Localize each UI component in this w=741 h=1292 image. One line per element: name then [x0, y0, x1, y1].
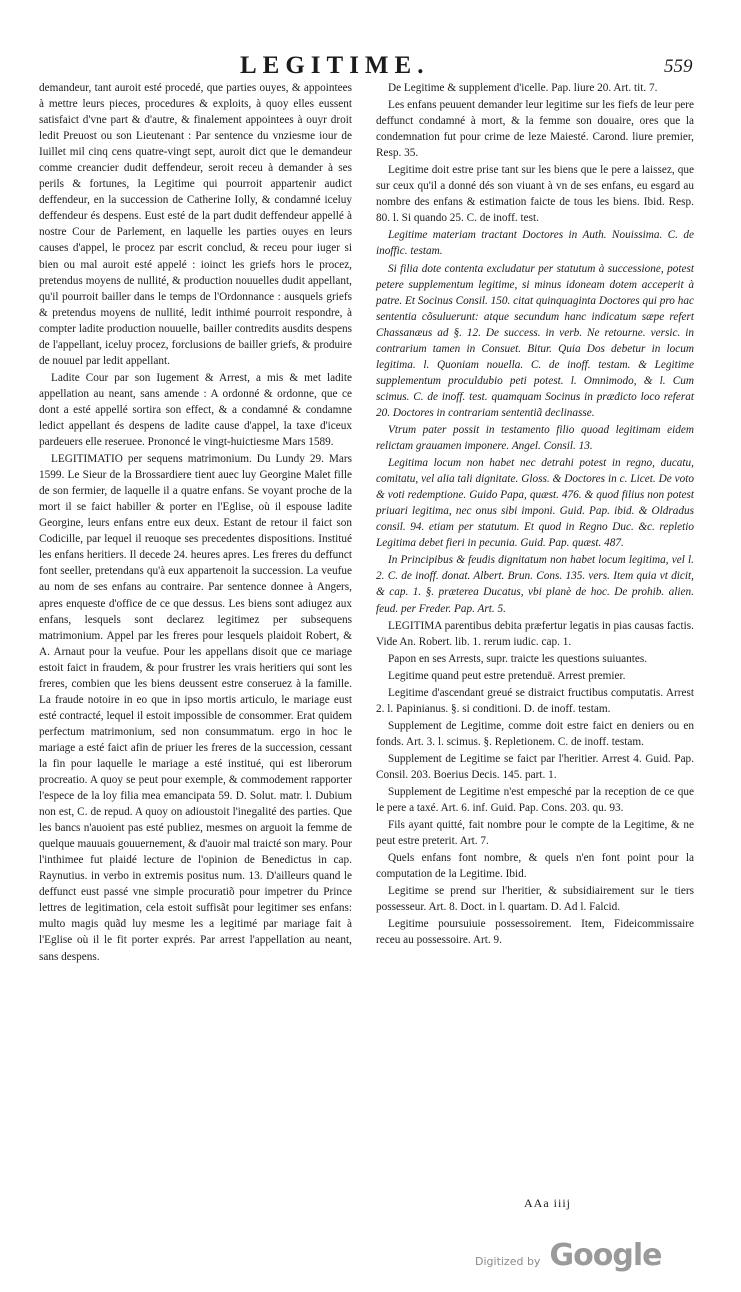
paragraph: Papon en ses Arrests, supr. traicte les questions suiuantes. [388, 652, 648, 665]
paragraph: Supplement de Legitime se faict par l'heritier. Arrest 4. Guid. Pap. Consil. 203. Boerius Decis. 145. part. 1. [376, 752, 694, 781]
paragraph: Vtrum pater possit in testamento filio quoad legitimam eidem relictam grauamen imponere. Angel. Consil. 13. [376, 423, 694, 453]
paragraph: Les enfans peuuent demander leur legitime sur les fiefs de leur pere deffunct condamné à mort, & la femme son douaire, ores que la condemnation fut pour crime de leze Maiesté. Carond. liure premier, Resp. 35. [376, 99, 694, 160]
left-column [39, 80, 352, 966]
paragraph: LEGITIMA parentibus debita præfertur legatis in pias causas factis. Vide An. Robert. lib. 1. rerum iudic. cap. 1. [376, 619, 694, 648]
digitized-by-google-watermark [475, 1238, 662, 1273]
paragraph: Supplement de Legitime n'est empesché par la reception de ce que le pere a taxé. Art. 6. inf. Guid. Pap. Cons. 203. qu. 93. [376, 786, 694, 815]
running-head: LEGITIME. [240, 52, 430, 79]
paragraph: Si filia dote contenta excludatur per statutum à successione, potest petere supplementum legitime, si minus idoneam dotem acceperit à patre. Et Socinus Consil. 150. citat quinquaginta Doctores qui pro hac sententia cõsuluerunt: atque secundum hanc indicatum sæpe refert Chassanæus ad §. 12. De success. in verb. Ne retourne. versic. in contrarium tamen in Consuet. Bitur. Quia Dos debetur in locum legitima. l. Quoniam nouella. C. de inoff. testam. & Legitime supplementum proculdubio peti potest. l. Omnimodo, & l. Cum scimus. C. de inoff. test. quamquam Socinus in prædicto loco referat 20. Doctores in contrariam sententiã declinasse. [376, 262, 694, 419]
signature-mark: AAa iiij [524, 1196, 571, 1210]
google-logo: Google [549, 1238, 662, 1273]
paragraph: Legitime quand peut estre pretenduë. Arrest premier. [388, 669, 626, 682]
right-column [376, 80, 694, 949]
paragraph: Legitima locum non habet nec detrahi potest in regno, ducatu, comitatu, vel alia tali dignitate. Gloss. & Doctores in c. Licet. De voto & voti redemptione. Guido Papa, quæst. 476. & quod filius non potest priuari legitima, nec onus sibi imponi. Guid. Pap. ibid. & Oldradus consil. 94. etiam per statutum. Et quod in Regno Duc. &c. repletio Legitima debet fieri in pecunia. Guid. Pap. quæst. 487. [376, 457, 694, 550]
paragraph: LEGITIMATIO per sequens matrimonium. Du Lundy 29. Mars 1599. Le Sieur de la Brossardiere tient auec luy Georgine Malet fille de son fermier, de laquelle il a quatre enfans. Se voyant proche de la mort il se faict habiller & porter en l'Eglise, où il espouse ladite Georgine, leurs enfans entre eux deux. Estant de retour il faict son Codicille, par lequel il reuoque ses precedentes dispositions. Institué les enfans heritiers. Il decede 24. heures apres. Les freres du deffunct font seeller, pretendans qu'à eux appartenoit la succession. La veufue au nom de ses enfans au contraire. Par sentence donnee à Angers, apres enqueste d'office de ce que dessus. Les biens sont adiugez aux enfans, lesquels sont declarez legitimez per subsequens matrimonium. Appel par les freres pour lesquels plaidoit Robert, & A. Arnaut pour la veufue. Pour les appellans disoit que ce mariage estoit faict in fraudem, & pour frustrer les vrais heritiers qui sont les freres, combien que les biens deussent estre conseruez à la famille. La fraude notoire in eo que in ipso mortis articulo, le mariage eust esté contracté, lequel il estoit impossible de consommer. Erat quidem perfectum matrimonium, sed non consummatum. ergo in hoc le mariage a esté faict afin de priuer les freres de la succession, cessant la fin pour laquelle le mariage a esté institué, qui est liberorum procreatio. A quoy se peut pour exemple, & commodement rapporter l'espece de la loy filia mea emancipata 59. D. Solut. matr. l. Dubium non est, C. de repud. A quoy on adioustoit l'inegalité des parties. Que les bancs n'auoient pas esté publiez, mesmes on arguoit la femme de quelque mauuais gouuernement, & d'auoir mal traicté son mary. Pour l'inthimee fut plaidé lecture de l'opinion de Benedictus in cap. Raynutius. in verbo in extremis positus num. 13. D'ailleurs quand le deffunct eust passé vne simple procuratiõ pour impetrer du Prince lettres de legitimation, cela estoit suffisãt pour legitimer ses enfans: multo magis quãd luy mesme les a legitimé par mariage fait à l'Eglise où il le fit porter exprés. Par arrest l'appellation au neant, sans despens. [39, 453, 352, 963]
paragraph: Supplement de Legitime, comme doit estre faict en deniers ou en fonds. Art. 3. l. scimus. §. Repletionem. C. de inoff. testam. [376, 719, 694, 748]
paragraph: De Legitime & supplement d'icelle. Pap. liure 20. Art. tit. 7. [388, 82, 658, 94]
paragraph: Legitime poursuiuie possessoirement. Item, Fideicommissaire receu au possessoire. Art. 9. [376, 918, 694, 947]
paragraph: Fils ayant quitté, fait nombre pour le compte de la Legitime, & ne peut estre preterit. Art. 7. [376, 819, 694, 848]
paragraph: Legitime se prend sur l'heritier, & subsidiairement sur le tiers possesseur. Art. 8. Doct. in l. quartam. D. Ad l. Falcid. [376, 885, 694, 914]
paragraph: demandeur, tant auroit esté procedé, que parties ouyes, & appointees à mettre leurs pieces, procedures & exploits, à quoy elles eussent satisfaict d'vne part & d'autre, & finalement appointees à ouyr droit ledit Preuost ou son Lieutenant : Par sentence du vnziesme iour de Iuillet mil cinq cens quatre-vingt sept, auroit dict que le demandeur comme creancier dudit deffendeur, seroit receu à demander à ses perils & fortunes, la Legitime qui pourroit appartenir audict deffendeur, en la succession de Catherine Iolly, & condamné iceluy deffendeur és despens. Eust esté de la part dudit deffendeur appellé à nostre Cour de Parlement, en laquelle les parties ouyes en leurs causes d'appel, le procez par escrit conclud, & receu pour iuger si bien ou mal auroit esté appelé : ioinct les griefs hors le procez, pretendus moyens de nullité, & production nouuelles dudit appellant, qu'il pourroit bailler dans le temps de l'Ordonnance : ausquels griefs & pretendus moyens de nullité, ledit inthimé pourroit respondre, à compter ladite production nouuelle, bailler contredits ausdits despens de l'appellant, iceluy procez, forclusions de bailler griefs, & produire de nouuel par ledit appellant. [39, 82, 352, 367]
paragraph: Legitime doit estre prise tant sur les biens que le pere a laissez, que sur ceux qu'il a donné dés son viuant à vn de ses enfans, eu esgard au nombre des enfans & estimation faicte de tous les biens. Ibid. Resp. 80. l. Si quando 25. C. de inoff. test. [376, 164, 694, 225]
paragraph: Ladite Cour par son Iugement & Arrest, a mis & met ladite appellation au neant, sans amende : A ordonné & ordonne, que ce dont a esté appellé sortira son effect, & a condamné & condamne ledict appellant és despens de ladite cause d'appel, la taxe d'iceux pardeuers elle reseruee. Prononcé le vingt-huictiesme Mars 1589. [39, 371, 352, 449]
paragraph: Quels enfans font nombre, & quels n'en font point pour la computation de la Legitime. Ibid. [376, 852, 694, 881]
paragraph: Legitime d'ascendant greué se distraict fructibus computatis. Arrest 2. l. Papinianus. §. si conditioni. D. de inoff. testam. [376, 686, 694, 715]
page-number: 559 [664, 56, 693, 77]
paragraph: In Principibus & feudis dignitatum non habet locum legitima, vel l. 2. C. de inoff. donat. Albert. Brun. Cons. 135. vers. Item quia vt dicit, & cap. 1. §. præterea Ducatus, vbi planè de hoc. De prohib. alien. feud. per Freder. Pap. Art. 5. [376, 554, 694, 615]
paragraph: Legitime materiam tractant Doctores in Auth. Nouissima. C. de inoffic. testam. [376, 229, 694, 258]
digitized-by-label: Digitized by [475, 1255, 541, 1268]
